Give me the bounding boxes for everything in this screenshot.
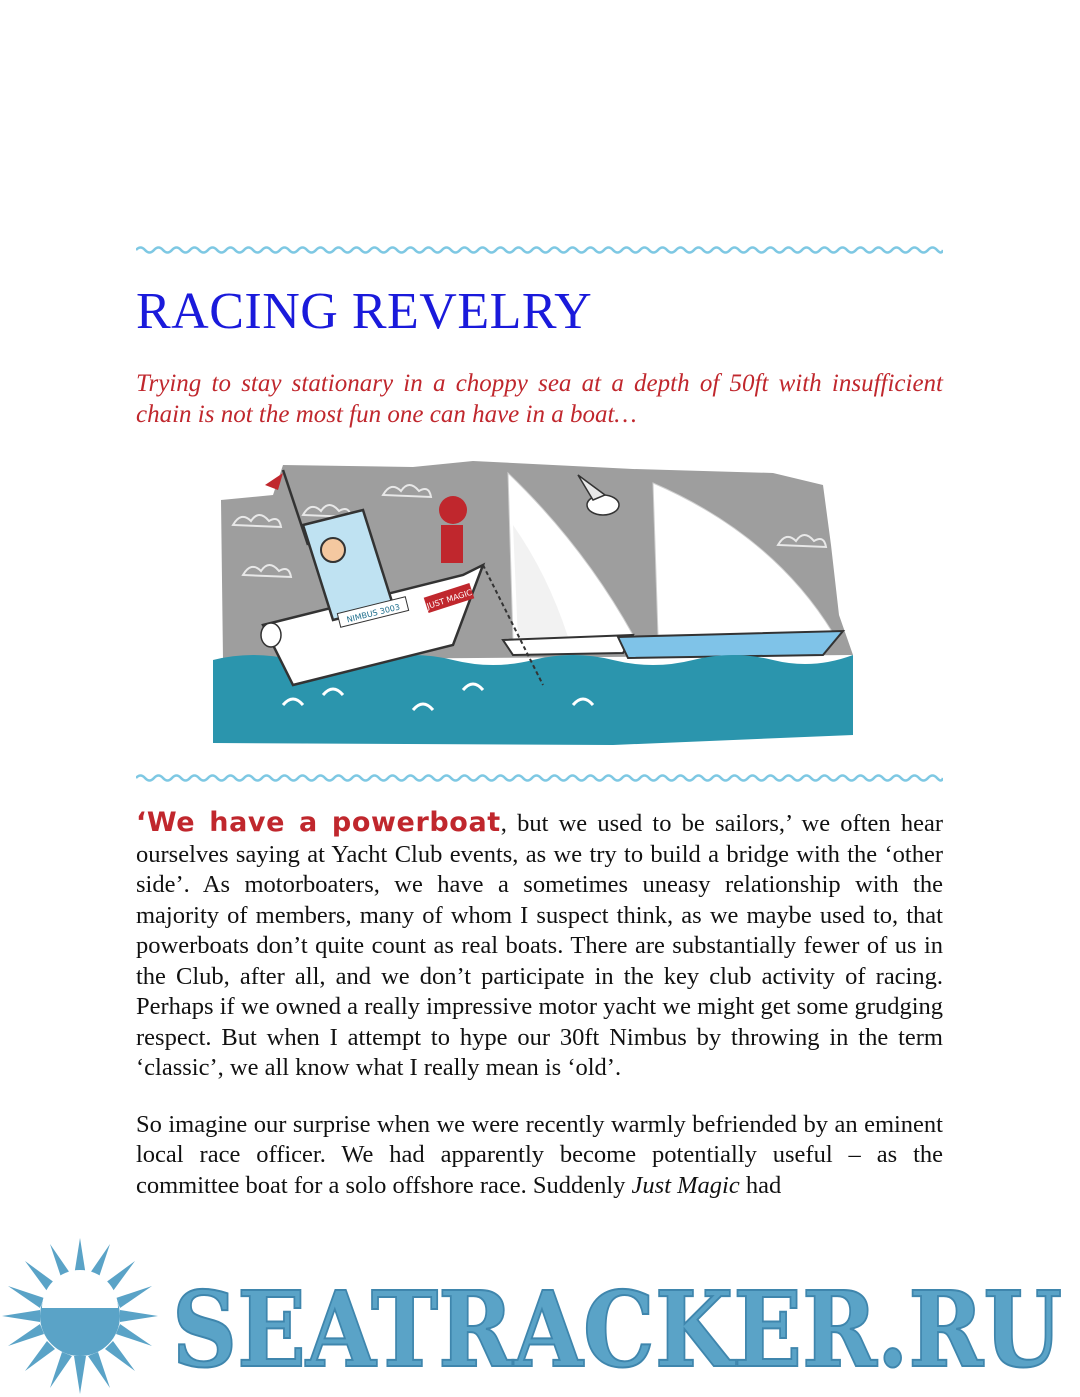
paragraph-1-lead: ‘We have a powerboat: [136, 807, 501, 838]
paragraph-1: [136, 808, 943, 1084]
wavy-divider-top: [136, 244, 943, 256]
boat-name-italic: Just Magic: [631, 1171, 740, 1199]
paragraph-2-end: had: [739, 1171, 782, 1199]
article-title: RACING REVELRY: [136, 283, 593, 340]
article-standfirst: Trying to stay stationary in a choppy sea at a depth of 50ft with insufficient chain is not the most fun one can have in a boat…: [136, 370, 943, 428]
svg-text:NIMBUS 3003: NIMBUS 3003: [345, 602, 401, 625]
paragraph-1-rest: , but we used to be sailors,’ we often hear ourselves saying at Yacht Club events, as we try to build a bridge with the ‘other side’. As motorboaters, we have a sometimes uneasy relationship with the majority of members, many of whom I suspect think, as we maybe used to, that powerboats don’t quite count as real boats. There are substantially fewer of us in the Club, after all, and we don’t participate in the key club activity of racing. Perhaps if we owned a really impressive motor yacht we might get some grudging respect. But when I attempt to hype our 30ft Nimbus by throwing in the term ‘classic’, we all know what I really mean is ‘old’.: [136, 810, 943, 1081]
article-body: [136, 808, 943, 1227]
crew-body: [441, 525, 463, 563]
paragraph-2-start: So imagine our surprise when we were recently warmly befriended by an eminent local race officer. We had apparently become potentially useful – as the committee boat for a solo offshore race. Suddenly: [136, 1110, 943, 1199]
seatracker-watermark: [0, 1236, 1080, 1397]
svg-text:JUST MAGIC: JUST MAGIC: [425, 587, 474, 611]
wavy-divider-middle: [136, 772, 943, 784]
boats-illustration: [213, 455, 869, 750]
sun-logo-icon: [2, 1238, 158, 1394]
skipper-figure: [321, 538, 345, 562]
paragraph-2: [136, 1110, 943, 1202]
crew-figure: [439, 496, 467, 524]
watermark-text: SEATRACKER.RU: [172, 1268, 1062, 1391]
seagull-on-boat-icon: [261, 623, 281, 647]
